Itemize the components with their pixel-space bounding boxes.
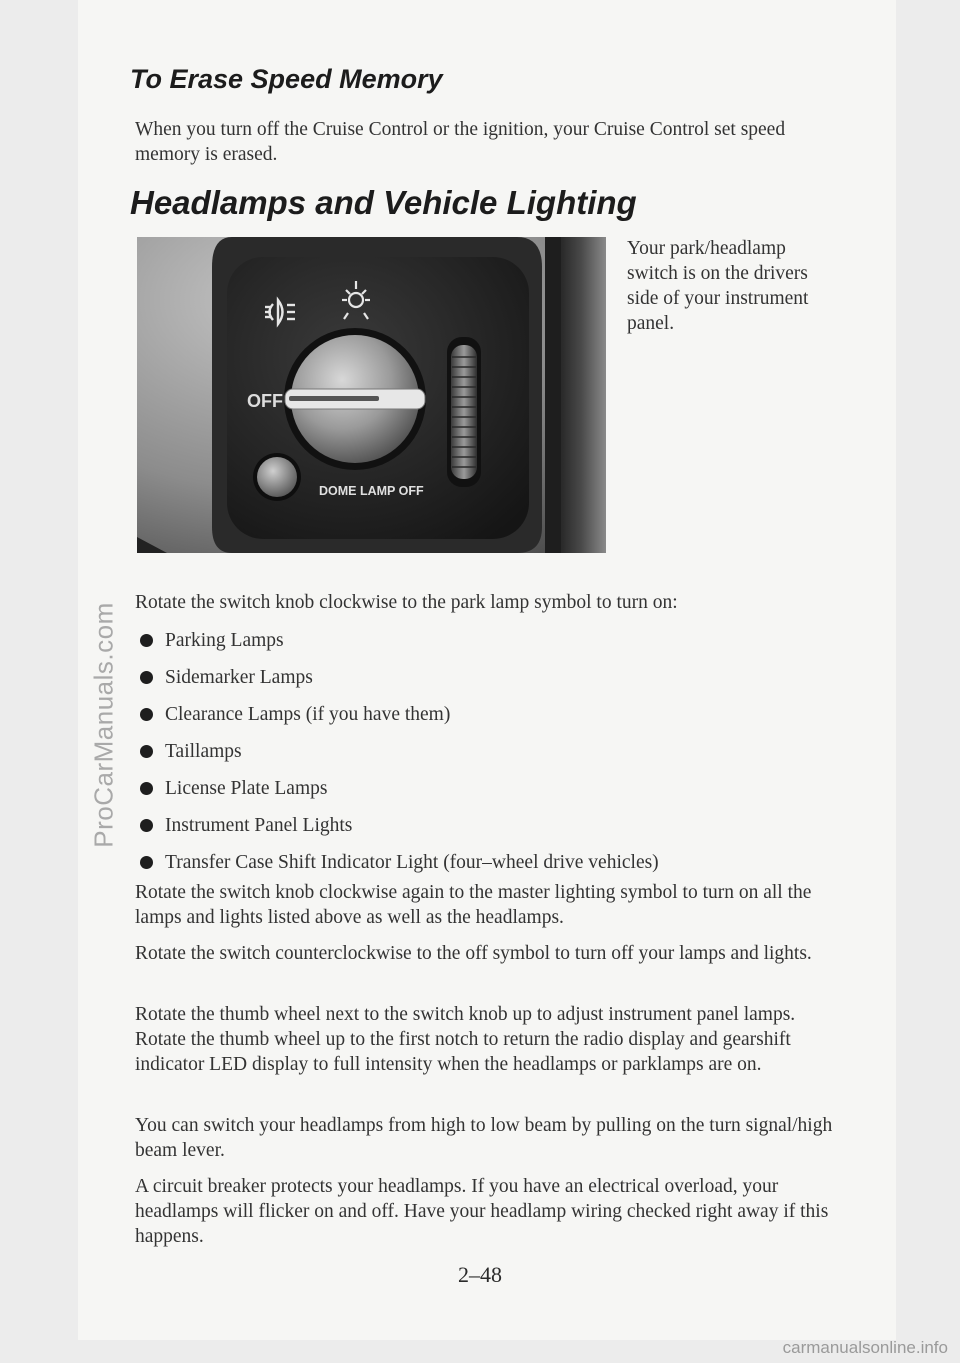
bottom-watermark: carmanualsonline.info: [782, 1338, 948, 1357]
side-watermark: ProCarManuals.com: [88, 602, 119, 848]
bullet-icon: [140, 671, 153, 684]
paragraph-circuit-breaker: A circuit breaker protects your headlamps. If you have an electrical overload, your headlamps will flicker on and off. Have your headlamp wiring checked right away if this happens.: [135, 1176, 829, 1247]
bullet-icon: [140, 708, 153, 721]
headlamp-switch-illustration: [137, 237, 606, 553]
headlamp-switch-photo: [137, 237, 606, 553]
list-item: Taillamps: [135, 733, 659, 770]
bullet-icon: [140, 819, 153, 832]
paragraph-high-low-beam: You can switch your headlamps from high to low beam by pulling on the turn signal/high beam lever.: [135, 1115, 833, 1161]
bullet-icon: [140, 856, 153, 869]
list-item: Sidemarker Lamps: [135, 659, 659, 696]
list-item: Parking Lamps: [135, 622, 659, 659]
bullet-icon: [140, 745, 153, 758]
list-item: License Plate Lamps: [135, 770, 659, 807]
list-item: Clearance Lamps (if you have them): [135, 696, 659, 733]
paragraph-master-lighting: Rotate the switch knob clockwise again to the master lighting symbol to turn on all the lamps and lights listed above as well as the headlamps.: [135, 882, 812, 928]
list-item: Instrument Panel Lights: [135, 807, 659, 844]
lamp-list: [135, 622, 659, 881]
page-number: 2–48: [458, 1262, 502, 1287]
section-heading: To Erase Speed Memory: [130, 64, 443, 94]
switch-location-text: Your park/headlamp switch is on the drivers side of your instrument panel.: [627, 238, 809, 334]
paragraph-thumb-wheel: Rotate the thumb wheel next to the switch knob up to adjust instrument panel lamps. Rotate the thumb wheel up to the first notch to return the radio display and gearshift indicator LED display to full intensity when the headlamps or parklamps are on.: [135, 1004, 796, 1075]
bullet-icon: [140, 782, 153, 795]
section-body: When you turn off the Cruise Control or the ignition, your Cruise Control set speed memory is erased.: [135, 119, 786, 165]
bullet-icon: [140, 634, 153, 647]
rotate-intro: Rotate the switch knob clockwise to the park lamp symbol to turn on:: [135, 592, 678, 613]
paragraph-off: Rotate the switch counterclockwise to the off symbol to turn off your lamps and lights.: [135, 943, 812, 964]
dome-lamp-label: DOME LAMP OFF: [319, 484, 424, 498]
page-title: Headlamps and Vehicle Lighting: [130, 184, 637, 221]
off-label: OFF: [247, 391, 283, 411]
list-item: Transfer Case Shift Indicator Light (four–wheel drive vehicles): [135, 844, 659, 881]
